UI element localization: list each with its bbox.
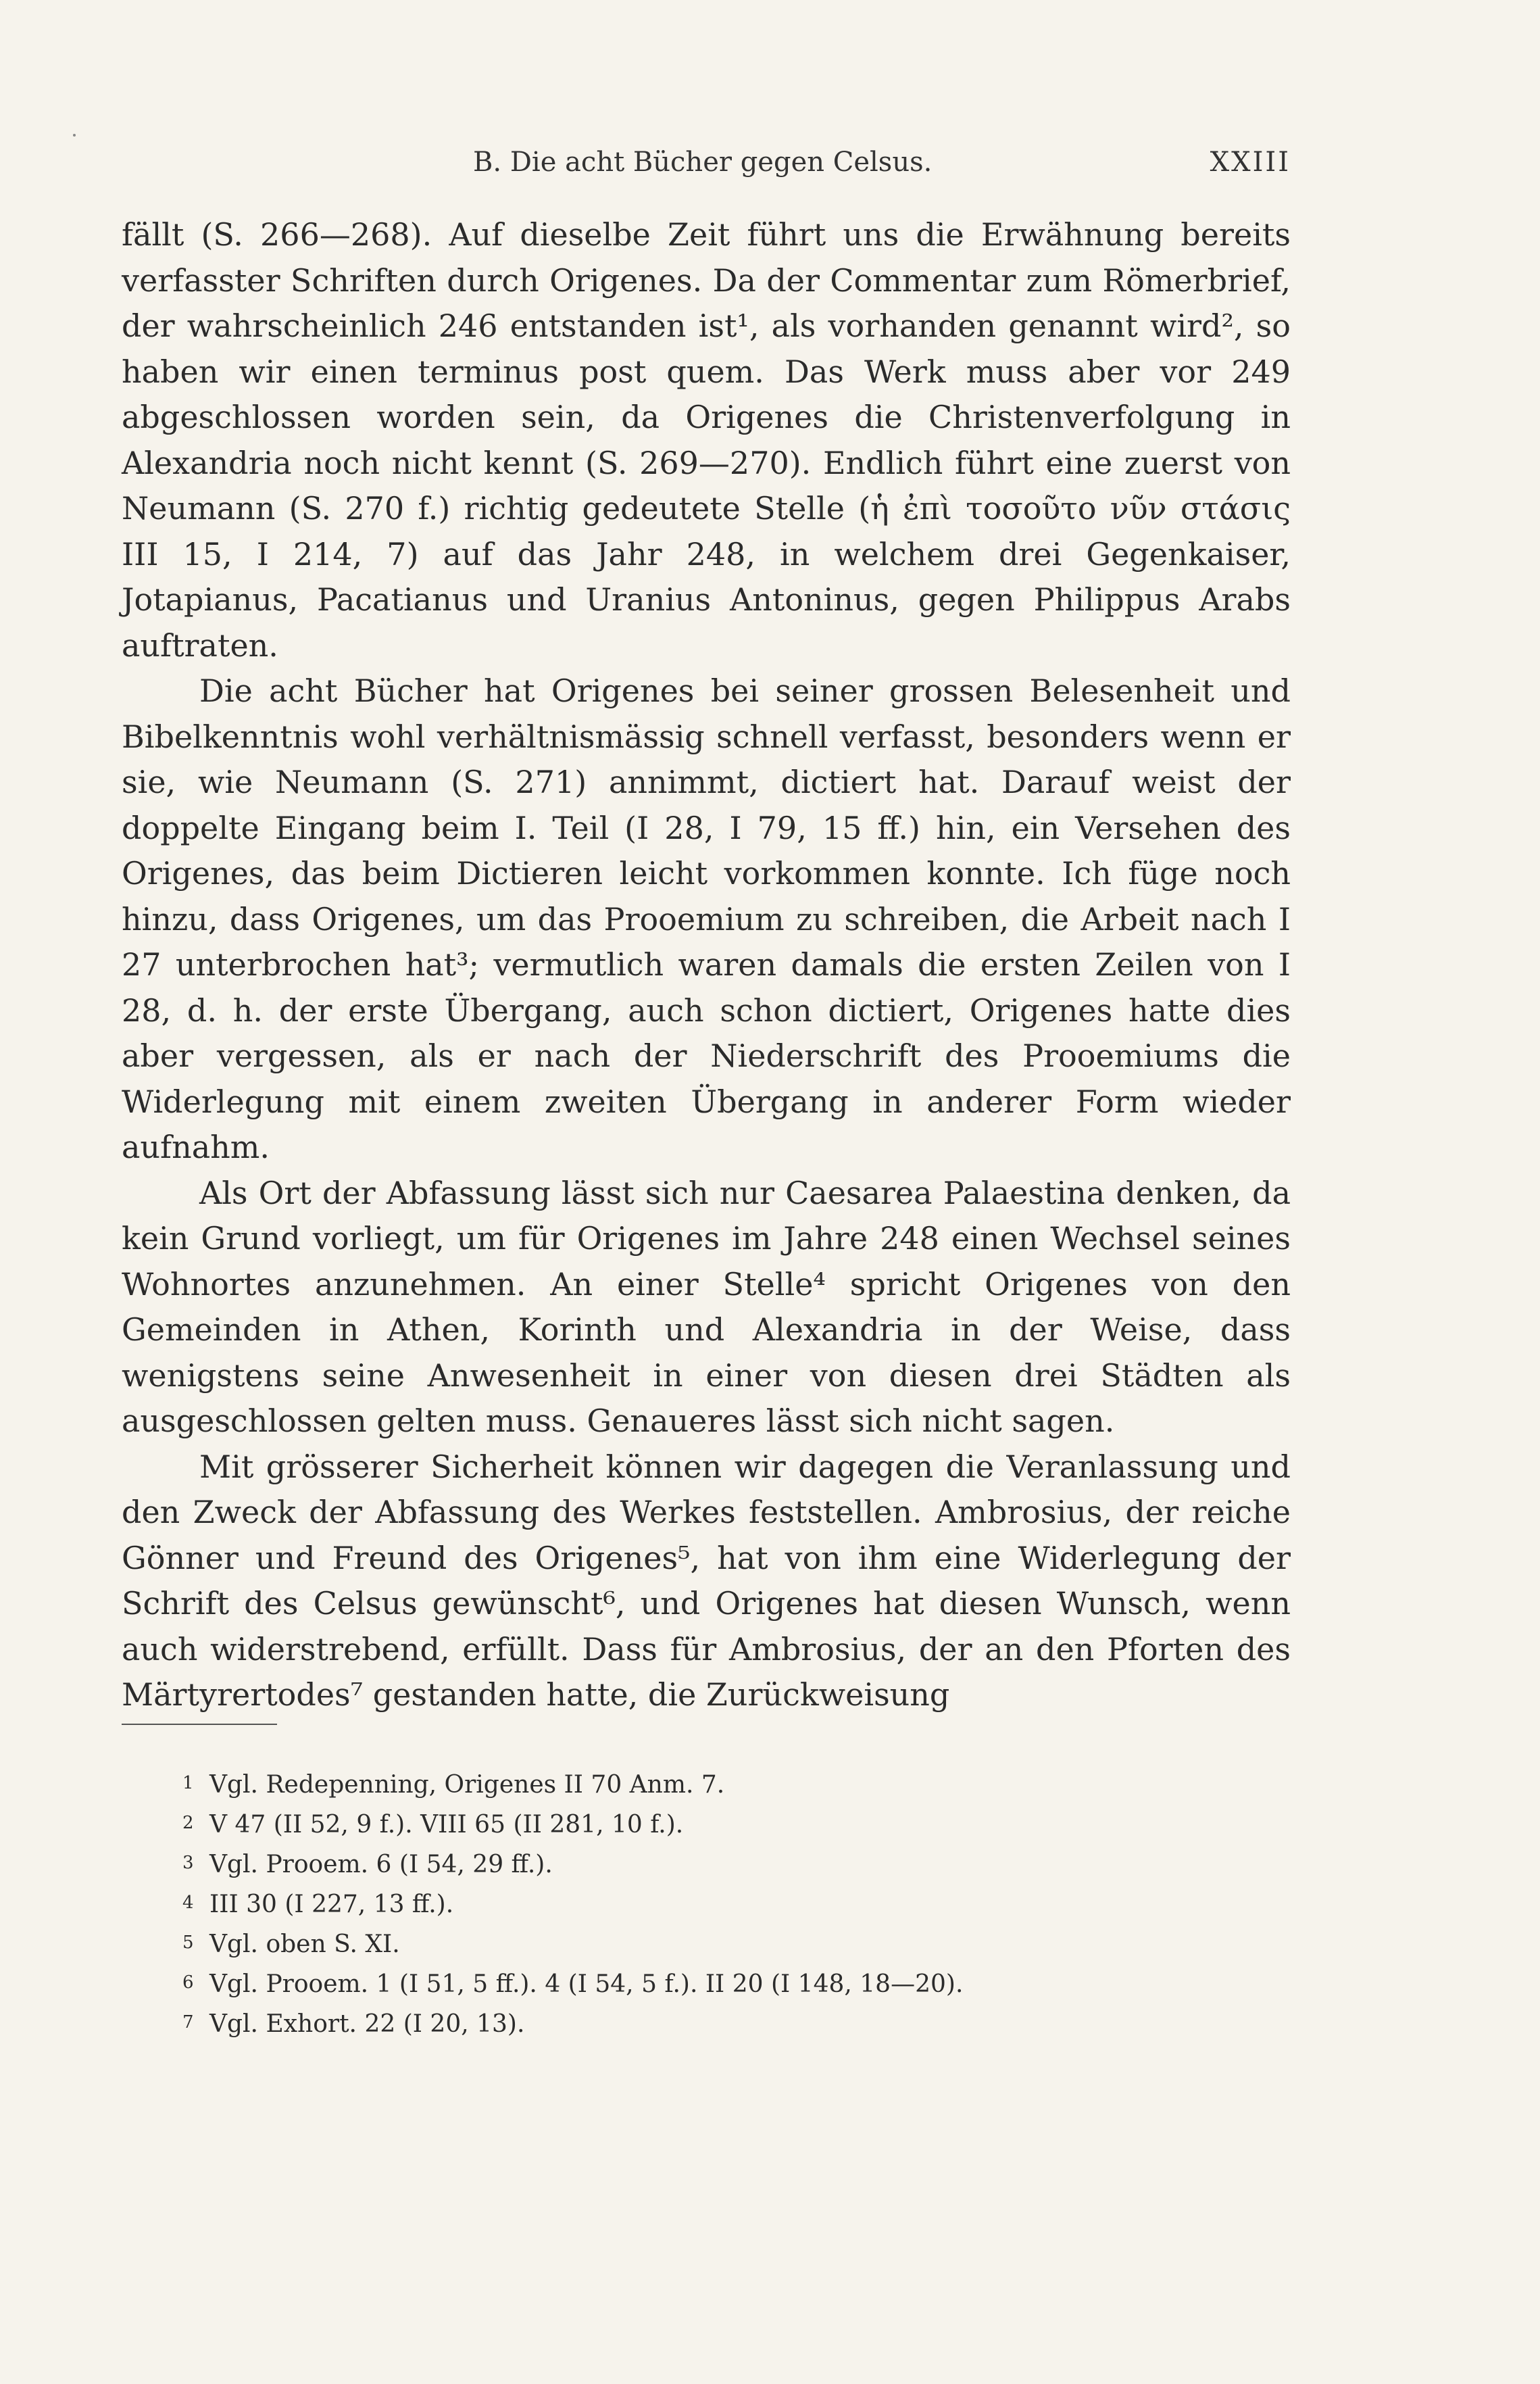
footnote — [182, 2003, 1264, 2043]
footnote-text: III 30 (I 227, 13 ff.). — [209, 1891, 454, 1918]
footnote-text: Vgl. Exhort. 22 (I 20, 13). — [209, 2010, 525, 2038]
paragraph-3: Als Ort der Abfassung lässt sich nur Caesarea Palaestina denken, da kein Grund vorliegt, um für Origenes im Jahre 248 einen Wechsel seines Wohnortes anzunehmen. An einer Stelle⁴ spricht Origenes von den Gemeinden in Athen, Korinth und Alexandria in der Weise, dass wenigstens seine Anwesenheit in einer von diesen drei Städten als ausgeschlossen gelten muss. Genaueres lässt sich nicht sagen. — [122, 1174, 1291, 1439]
footnote-number: 2 — [182, 1813, 194, 1833]
footnote — [182, 1844, 1264, 1884]
running-header — [473, 143, 1291, 181]
footnotes — [182, 1764, 1264, 2043]
paragraph-2: Die acht Bücher hat Origenes bei seiner grossen Belesenheit und Bibelkenntnis wohl verhältnismässig schnell verfasst, besonders wenn er sie, wie Neumann (S. 271) annimmt, dictiert hat. Darauf weist der doppelte Eingang beim I. Teil (I 28, I 79, 15 ff.) hin, ein Versehen des Origenes, das beim Dictieren leicht vorkommen konnte. Ich füge noch hinzu, dass Origenes, um das Prooemium zu schreiben, die Arbeit nach I 27 unterbrochen hat³; vermutlich waren damals die ersten Zeilen von I 28, d. h. der erste Übergang, auch schon dictiert, Origenes hatte dies aber vergessen, als er nach der Niederschrift des Prooemiums die Widerlegung mit einem zweiten Übergang in anderer Form wieder aufnahm. — [122, 673, 1291, 1165]
footnote — [182, 1924, 1264, 1964]
footnote-number: 3 — [182, 1853, 194, 1873]
footnote-text: Vgl. oben S. XI. — [209, 1930, 400, 1958]
footnote-text: Vgl. Prooem. 1 (I 51, 5 ff.). 4 (I 54, 5 f.). II 20 (I 148, 18—20). — [209, 1970, 964, 1998]
main-text — [122, 212, 1291, 1718]
page-number: XXIII — [1210, 147, 1291, 178]
page-speck — [73, 134, 76, 137]
footnote-text: Vgl. Prooem. 6 (I 54, 29 ff.). — [209, 1851, 553, 1878]
footnote-number: 4 — [182, 1893, 194, 1913]
footnote-text: Vgl. Redepenning, Origenes II 70 Anm. 7. — [209, 1771, 725, 1799]
footnote-number: 1 — [182, 1773, 194, 1793]
footnote-number: 6 — [182, 1972, 194, 1993]
footnote — [182, 1764, 1264, 1804]
footnote — [182, 1964, 1264, 2003]
footnote — [182, 1884, 1264, 1924]
footnote-separator — [122, 1724, 277, 1725]
footnote-number: 7 — [182, 2012, 194, 2033]
footnote-text: V 47 (II 52, 9 f.). VIII 65 (II 281, 10 f.). — [209, 1811, 684, 1839]
footnote-number: 5 — [182, 1932, 194, 1953]
paragraph-1: fällt (S. 266—268). Auf dieselbe Zeit führt uns die Erwähnung bereits verfasster Schriften durch Origenes. Da der Commentar zum Römerbrief, der wahrscheinlich 246 entstanden ist¹, als vorhanden genannt wird², so haben wir einen terminus post quem. Das Werk muss aber vor 249 abgeschlossen worden sein, da Origenes die Christenverfolgung in Alexandria noch nicht kennt (S. 269—270). Endlich führt eine zuerst von Neumann (S. 270 f.) richtig gedeutete Stelle (ἡ ἐπὶ τοσοῦτο νῦν στάσις III 15, I 214, 7) auf das Jahr 248, in welchem drei Gegenkaiser, Jotapianus, Pacatianus und Uranius Antoninus, gegen Philippus Arabs auftraten. — [122, 216, 1291, 664]
paragraph-4: Mit grösserer Sicherheit können wir dagegen die Veranlassung und den Zweck der Abfassung des Werkes feststellen. Ambrosius, der reiche Gönner und Freund des Origenes⁵, hat von ihm eine Widerlegung der Schrift des Celsus gewünscht⁶, und Origenes hat diesen Wunsch, wenn auch widerstrebend, erfüllt. Dass für Ambrosius, der an den Pforten des Märtyrertodes⁷ gestanden hatte, die Zurückweisung — [122, 1448, 1291, 1713]
running-title: B. Die acht Bücher gegen Celsus. — [473, 147, 933, 178]
footnote — [182, 1804, 1264, 1844]
